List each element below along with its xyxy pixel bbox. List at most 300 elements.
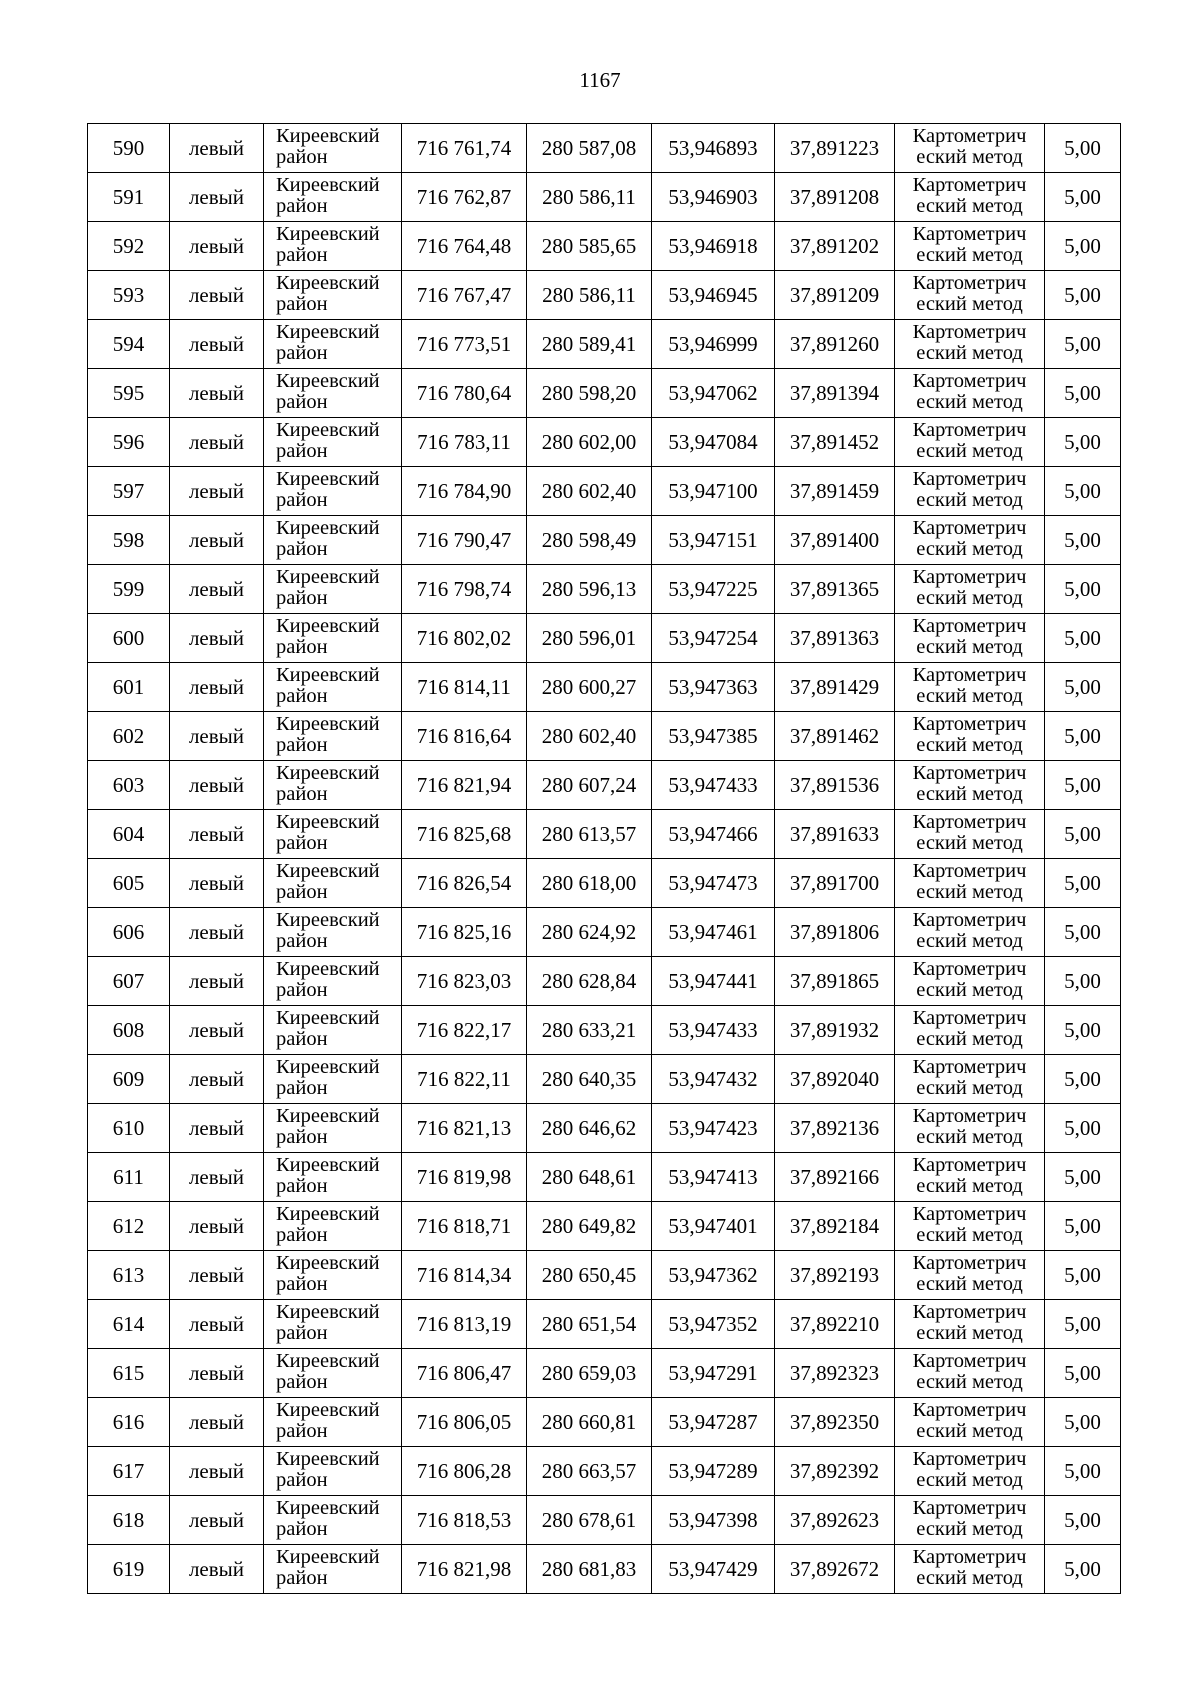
district-cell-line: район [276,979,328,1001]
district-cell [264,173,402,222]
latitude-cell: 53,947398 [652,1496,775,1545]
method-cell-line: еский метод [916,1420,1023,1442]
latitude-cell: 53,947352 [652,1300,775,1349]
table-row [88,1251,1121,1300]
point-number-cell: 609 [88,1055,170,1104]
district-cell-line: Киреевский [276,860,380,882]
accuracy-cell: 5,00 [1045,614,1121,663]
method-cell-line: еский метод [916,1371,1023,1393]
method-cell-line: еский метод [916,979,1023,1001]
point-number-cell: 596 [88,418,170,467]
accuracy-cell: 5,00 [1045,173,1121,222]
y-coordinate-cell: 280 659,03 [527,1349,652,1398]
district-cell [264,1545,402,1594]
method-cell-line: Картометрич [912,1448,1027,1470]
district-cell [264,1447,402,1496]
district-cell [264,1055,402,1104]
method-cell [895,957,1045,1006]
longitude-cell: 37,891208 [775,173,895,222]
latitude-cell: 53,946945 [652,271,775,320]
district-cell [264,1202,402,1251]
side-cell: левый [170,1349,264,1398]
latitude-cell: 53,947423 [652,1104,775,1153]
y-coordinate-cell: 280 598,49 [527,516,652,565]
table-row [88,859,1121,908]
x-coordinate-cell: 716 821,98 [402,1545,527,1594]
district-cell-line: Киреевский [276,713,380,735]
point-number-cell: 606 [88,908,170,957]
side-cell: левый [170,761,264,810]
longitude-cell: 37,891223 [775,124,895,173]
longitude-cell: 37,891865 [775,957,895,1006]
table-row [88,1202,1121,1251]
point-number-cell: 616 [88,1398,170,1447]
district-cell-line: Киреевский [276,468,380,490]
latitude-cell: 53,946999 [652,320,775,369]
accuracy-cell: 5,00 [1045,1104,1121,1153]
method-cell-line: Картометрич [912,860,1027,882]
point-number-cell: 590 [88,124,170,173]
x-coordinate-cell: 716 825,68 [402,810,527,859]
longitude-cell: 37,891806 [775,908,895,957]
method-cell [895,1006,1045,1055]
latitude-cell: 53,947289 [652,1447,775,1496]
longitude-cell: 37,891260 [775,320,895,369]
method-cell-line: Картометрич [912,1056,1027,1078]
latitude-cell: 53,947432 [652,1055,775,1104]
district-cell [264,957,402,1006]
y-coordinate-cell: 280 649,82 [527,1202,652,1251]
table-row [88,761,1121,810]
method-cell [895,271,1045,320]
method-cell [895,467,1045,516]
point-number-cell: 601 [88,663,170,712]
side-cell: левый [170,1300,264,1349]
method-cell-line: Картометрич [912,272,1027,294]
y-coordinate-cell: 280 633,21 [527,1006,652,1055]
x-coordinate-cell: 716 821,13 [402,1104,527,1153]
method-cell-line: Картометрич [912,174,1027,196]
y-coordinate-cell: 280 586,11 [527,271,652,320]
district-cell-line: Киреевский [276,370,380,392]
district-cell-line: район [276,1273,328,1295]
latitude-cell: 53,947225 [652,565,775,614]
latitude-cell: 53,947401 [652,1202,775,1251]
district-cell-line: Киреевский [276,1546,380,1568]
point-number-cell: 608 [88,1006,170,1055]
longitude-cell: 37,892040 [775,1055,895,1104]
side-cell: левый [170,222,264,271]
district-cell-line: район [276,1420,328,1442]
method-cell-line: еский метод [916,1126,1023,1148]
method-cell-line: Картометрич [912,713,1027,735]
method-cell-line: еский метод [916,1224,1023,1246]
accuracy-cell: 5,00 [1045,663,1121,712]
x-coordinate-cell: 716 783,11 [402,418,527,467]
table-row [88,271,1121,320]
point-number-cell: 612 [88,1202,170,1251]
coordinates-table [87,123,1121,1594]
accuracy-cell: 5,00 [1045,1055,1121,1104]
district-cell-line: район [276,538,328,560]
method-cell-line: Картометрич [912,958,1027,980]
method-cell [895,516,1045,565]
district-cell [264,663,402,712]
method-cell [895,810,1045,859]
longitude-cell: 37,891365 [775,565,895,614]
y-coordinate-cell: 280 598,20 [527,369,652,418]
district-cell-line: Киреевский [276,1105,380,1127]
district-cell-line: Киреевский [276,1007,380,1029]
accuracy-cell: 5,00 [1045,1398,1121,1447]
method-cell [895,1300,1045,1349]
point-number-cell: 595 [88,369,170,418]
method-cell-line: Картометрич [912,370,1027,392]
method-cell-line: Картометрич [912,762,1027,784]
y-coordinate-cell: 280 651,54 [527,1300,652,1349]
method-cell-line: еский метод [916,440,1023,462]
table-row [88,1496,1121,1545]
method-cell-line: Картометрич [912,1007,1027,1029]
point-number-cell: 607 [88,957,170,1006]
side-cell: левый [170,1055,264,1104]
district-cell-line: район [276,636,328,658]
method-cell-line: Картометрич [912,566,1027,588]
point-number-cell: 613 [88,1251,170,1300]
y-coordinate-cell: 280 681,83 [527,1545,652,1594]
longitude-cell: 37,891700 [775,859,895,908]
district-cell [264,565,402,614]
method-cell-line: еский метод [916,489,1023,511]
table-row [88,1349,1121,1398]
district-cell-line: Киреевский [276,566,380,588]
method-cell [895,1104,1045,1153]
method-cell-line: Картометрич [912,1252,1027,1274]
side-cell: левый [170,859,264,908]
table-row [88,369,1121,418]
longitude-cell: 37,891429 [775,663,895,712]
district-cell [264,1300,402,1349]
district-cell-line: Киреевский [276,1497,380,1519]
longitude-cell: 37,891363 [775,614,895,663]
side-cell: левый [170,1251,264,1300]
side-cell: левый [170,173,264,222]
method-cell-line: еский метод [916,1273,1023,1295]
y-coordinate-cell: 280 628,84 [527,957,652,1006]
side-cell: левый [170,271,264,320]
table-body [88,124,1121,1594]
x-coordinate-cell: 716 826,54 [402,859,527,908]
method-cell-line: Картометрич [912,1301,1027,1323]
longitude-cell: 37,892323 [775,1349,895,1398]
method-cell-line: еский метод [916,1469,1023,1491]
method-cell-line: Картометрич [912,909,1027,931]
side-cell: левый [170,1545,264,1594]
y-coordinate-cell: 280 600,27 [527,663,652,712]
district-cell-line: район [276,1175,328,1197]
table-row [88,1447,1121,1496]
district-cell-line: Киреевский [276,1203,380,1225]
method-cell-line: Картометрич [912,1350,1027,1372]
side-cell: левый [170,614,264,663]
accuracy-cell: 5,00 [1045,565,1121,614]
table-row [88,712,1121,761]
method-cell [895,761,1045,810]
method-cell-line: Картометрич [912,125,1027,147]
method-cell-line: еский метод [916,1077,1023,1099]
method-cell-line: Картометрич [912,1399,1027,1421]
side-cell: левый [170,1496,264,1545]
accuracy-cell: 5,00 [1045,467,1121,516]
district-cell-line: район [276,1322,328,1344]
method-cell [895,712,1045,761]
y-coordinate-cell: 280 650,45 [527,1251,652,1300]
latitude-cell: 53,947433 [652,1006,775,1055]
longitude-cell: 37,891202 [775,222,895,271]
district-cell [264,467,402,516]
longitude-cell: 37,891459 [775,467,895,516]
table-row [88,124,1121,173]
longitude-cell: 37,892184 [775,1202,895,1251]
method-cell-line: Картометрич [912,615,1027,637]
table-row [88,1006,1121,1055]
method-cell-line: Картометрич [912,223,1027,245]
district-cell-line: район [276,1028,328,1050]
method-cell-line: Картометрич [912,1105,1027,1127]
method-cell [895,663,1045,712]
district-cell [264,810,402,859]
longitude-cell: 37,891462 [775,712,895,761]
district-cell-line: район [276,195,328,217]
table-row [88,222,1121,271]
y-coordinate-cell: 280 586,11 [527,173,652,222]
side-cell: левый [170,1447,264,1496]
district-cell-line: Киреевский [276,762,380,784]
method-cell-line: еский метод [916,1518,1023,1540]
x-coordinate-cell: 716 814,34 [402,1251,527,1300]
accuracy-cell: 5,00 [1045,222,1121,271]
y-coordinate-cell: 280 618,00 [527,859,652,908]
side-cell: левый [170,712,264,761]
latitude-cell: 53,947461 [652,908,775,957]
district-cell [264,124,402,173]
table-row [88,1545,1121,1594]
method-cell [895,1398,1045,1447]
x-coordinate-cell: 716 767,47 [402,271,527,320]
district-cell-line: Киреевский [276,1350,380,1372]
latitude-cell: 53,947385 [652,712,775,761]
accuracy-cell: 5,00 [1045,761,1121,810]
latitude-cell: 53,947287 [652,1398,775,1447]
district-cell-line: район [276,930,328,952]
page-number: 1167 [579,68,621,92]
district-cell-line: район [276,244,328,266]
longitude-cell: 37,892392 [775,1447,895,1496]
method-cell-line: еский метод [916,734,1023,756]
method-cell-line: еский метод [916,832,1023,854]
x-coordinate-cell: 716 822,11 [402,1055,527,1104]
longitude-cell: 37,892166 [775,1153,895,1202]
table-row [88,467,1121,516]
accuracy-cell: 5,00 [1045,957,1121,1006]
method-cell-line: еский метод [916,881,1023,903]
method-cell-line: еский метод [916,930,1023,952]
district-cell-line: район [276,146,328,168]
latitude-cell: 53,947254 [652,614,775,663]
side-cell: левый [170,1006,264,1055]
table-row [88,1398,1121,1447]
method-cell-line: еский метод [916,538,1023,560]
table-row [88,418,1121,467]
district-cell-line: район [276,489,328,511]
method-cell-line: Картометрич [912,517,1027,539]
district-cell-line: Киреевский [276,1448,380,1470]
point-number-cell: 597 [88,467,170,516]
y-coordinate-cell: 280 678,61 [527,1496,652,1545]
method-cell-line: еский метод [916,1322,1023,1344]
y-coordinate-cell: 280 648,61 [527,1153,652,1202]
point-number-cell: 591 [88,173,170,222]
district-cell-line: Киреевский [276,664,380,686]
district-cell-line: Киреевский [276,174,380,196]
method-cell-line: еский метод [916,391,1023,413]
accuracy-cell: 5,00 [1045,271,1121,320]
method-cell [895,1251,1045,1300]
district-cell-line: Киреевский [276,223,380,245]
method-cell [895,418,1045,467]
accuracy-cell: 5,00 [1045,712,1121,761]
method-cell [895,565,1045,614]
district-cell-line: Киреевский [276,811,380,833]
point-number-cell: 600 [88,614,170,663]
latitude-cell: 53,947084 [652,418,775,467]
x-coordinate-cell: 716 823,03 [402,957,527,1006]
table-row [88,320,1121,369]
method-cell [895,1496,1045,1545]
y-coordinate-cell: 280 607,24 [527,761,652,810]
method-cell [895,124,1045,173]
district-cell-line: Киреевский [276,615,380,637]
longitude-cell: 37,892350 [775,1398,895,1447]
longitude-cell: 37,891394 [775,369,895,418]
table-row [88,663,1121,712]
district-cell-line: район [276,1077,328,1099]
latitude-cell: 53,947466 [652,810,775,859]
district-cell [264,1153,402,1202]
district-cell [264,1006,402,1055]
accuracy-cell: 5,00 [1045,1349,1121,1398]
district-cell-line: Киреевский [276,419,380,441]
point-number-cell: 618 [88,1496,170,1545]
x-coordinate-cell: 716 818,71 [402,1202,527,1251]
table-row [88,908,1121,957]
accuracy-cell: 5,00 [1045,908,1121,957]
district-cell-line: район [276,783,328,805]
method-cell [895,1153,1045,1202]
x-coordinate-cell: 716 821,94 [402,761,527,810]
method-cell-line: еский метод [916,293,1023,315]
district-cell [264,1251,402,1300]
table-row [88,957,1121,1006]
latitude-cell: 53,947473 [652,859,775,908]
y-coordinate-cell: 280 602,40 [527,712,652,761]
district-cell [264,1398,402,1447]
method-cell-line: еский метод [916,1567,1023,1589]
method-cell [895,369,1045,418]
district-cell-line: Киреевский [276,958,380,980]
x-coordinate-cell: 716 806,05 [402,1398,527,1447]
method-cell [895,173,1045,222]
method-cell [895,1202,1045,1251]
latitude-cell: 53,947062 [652,369,775,418]
x-coordinate-cell: 716 806,47 [402,1349,527,1398]
accuracy-cell: 5,00 [1045,320,1121,369]
side-cell: левый [170,1104,264,1153]
accuracy-cell: 5,00 [1045,369,1121,418]
x-coordinate-cell: 716 798,74 [402,565,527,614]
side-cell: левый [170,124,264,173]
table-row [88,810,1121,859]
y-coordinate-cell: 280 646,62 [527,1104,652,1153]
side-cell: левый [170,467,264,516]
table-row [88,565,1121,614]
district-cell-line: Киреевский [276,517,380,539]
point-number-cell: 617 [88,1447,170,1496]
x-coordinate-cell: 716 816,64 [402,712,527,761]
x-coordinate-cell: 716 790,47 [402,516,527,565]
method-cell [895,222,1045,271]
accuracy-cell: 5,00 [1045,1251,1121,1300]
district-cell [264,908,402,957]
point-number-cell: 615 [88,1349,170,1398]
district-cell [264,418,402,467]
district-cell-line: Киреевский [276,272,380,294]
district-cell [264,222,402,271]
district-cell [264,271,402,320]
district-cell [264,1496,402,1545]
method-cell [895,859,1045,908]
latitude-cell: 53,947100 [652,467,775,516]
district-cell-line: район [276,1224,328,1246]
district-cell-line: район [276,440,328,462]
method-cell-line: Картометрич [912,419,1027,441]
district-cell [264,320,402,369]
accuracy-cell: 5,00 [1045,859,1121,908]
longitude-cell: 37,892210 [775,1300,895,1349]
point-number-cell: 602 [88,712,170,761]
district-cell-line: Киреевский [276,1301,380,1323]
district-cell-line: район [276,1567,328,1589]
table-row [88,1055,1121,1104]
y-coordinate-cell: 280 663,57 [527,1447,652,1496]
x-coordinate-cell: 716 802,02 [402,614,527,663]
accuracy-cell: 5,00 [1045,1202,1121,1251]
point-number-cell: 610 [88,1104,170,1153]
table-row [88,1153,1121,1202]
district-cell [264,614,402,663]
method-cell-line: еский метод [916,783,1023,805]
longitude-cell: 37,891536 [775,761,895,810]
point-number-cell: 592 [88,222,170,271]
district-cell [264,712,402,761]
method-cell-line: еский метод [916,244,1023,266]
longitude-cell: 37,892672 [775,1545,895,1594]
longitude-cell: 37,892623 [775,1496,895,1545]
table-row [88,516,1121,565]
y-coordinate-cell: 280 585,65 [527,222,652,271]
accuracy-cell: 5,00 [1045,1300,1121,1349]
point-number-cell: 619 [88,1545,170,1594]
